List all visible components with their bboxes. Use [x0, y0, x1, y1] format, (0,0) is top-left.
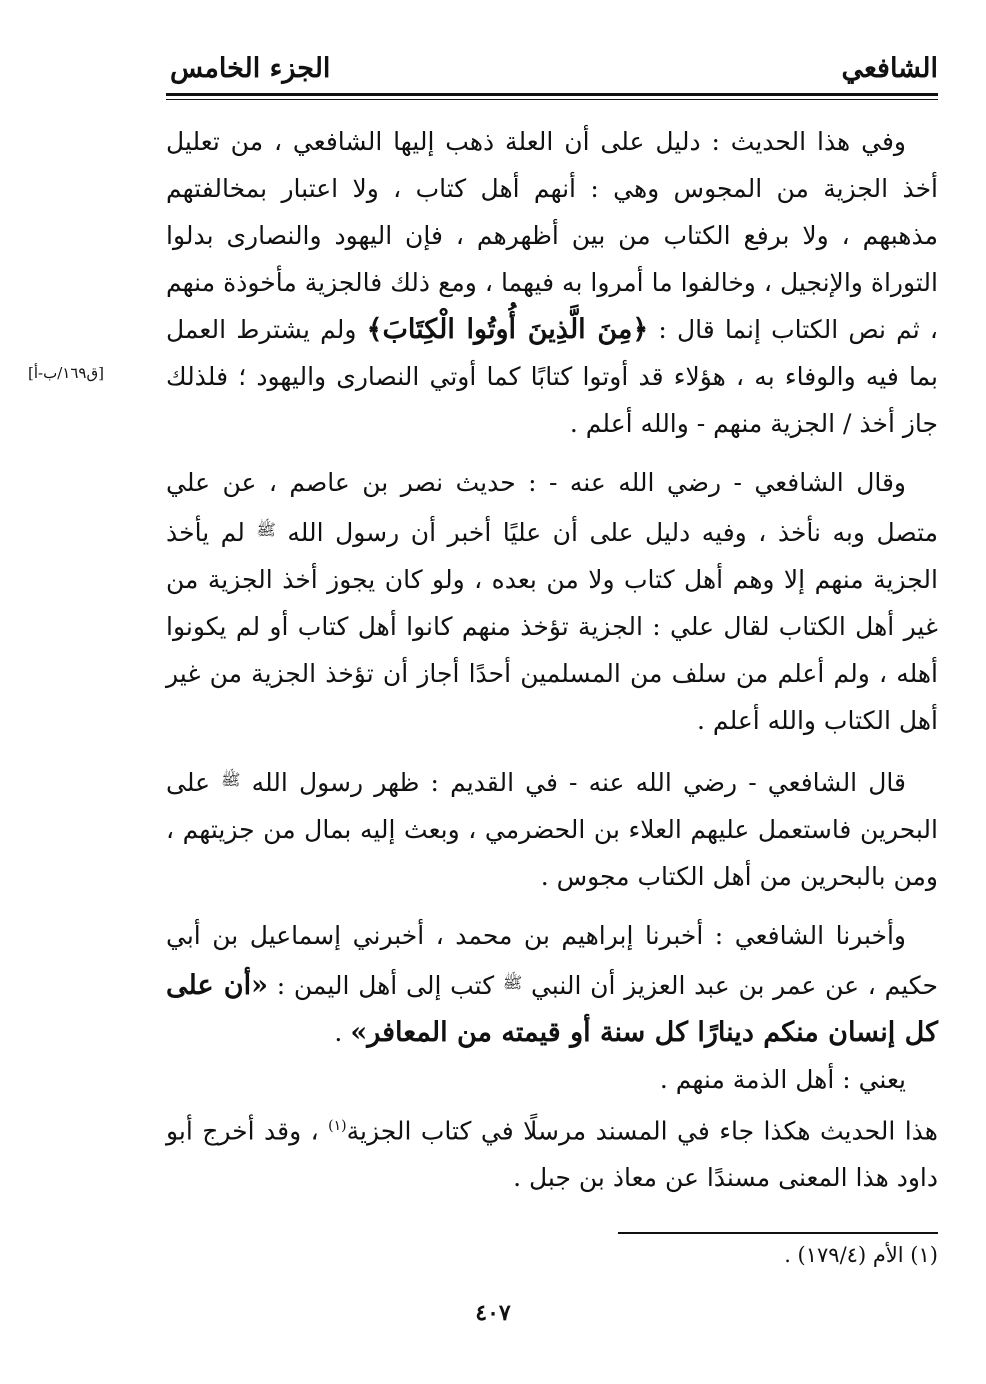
quran-quote: ﴿مِنَ الَّذِينَ أُوتُوا الْكِتَابَ﴾	[366, 314, 649, 345]
paragraph-1-text-b: ولم يشترط العمل بما فيه والوفاء به ، هؤلاء قد أوتوا كتابًا كما أوتي النصارى واليهود ؛ فلذلك جاز أخذ / الجزية منهم - والله أعلم .	[166, 315, 938, 438]
paragraph-4-text-b: كتب إلى أهل اليمن :	[276, 971, 495, 1000]
paragraph-3-text-b: على البحرين فاستعمل عليهم العلاء بن الحضرمي ، وبعث إليه بمال من جزيتهم ، ومن بالبحرين من أهل الكتاب مجوس .	[166, 768, 938, 891]
salla-glyph: ﷺ	[221, 770, 241, 789]
running-header	[166, 52, 938, 92]
header-rule-thick	[166, 93, 938, 96]
hadith-quote: «أن على كل إنسان منكم دينارًا كل سنة أو قيمته من المعافر»	[166, 970, 938, 1048]
paragraph-2-text-b: لم يأخذ الجزية منهم إلا وهم أهل كتاب ولا من بعده ، ولو كان يجوز أخذ الجزية من غير أهل الكتاب لقال علي : الجزية تؤخذ منهم كانوا أهل كتاب أو لم يكونوا أهله ، ولم أعلم من سلف من المسلمين أحدًا أجاز أن تؤخذ الجزية من غير أهل الكتاب والله أعلم .	[166, 518, 938, 735]
header-rule-thin	[166, 99, 938, 100]
footnote-rule	[618, 1232, 938, 1234]
salla-glyph: ﷺ	[502, 973, 523, 992]
paragraph-5: يعني : أهل الذمة منهم .	[659, 1065, 906, 1094]
paragraph-1-text-a: وفي هذا الحديث : دليل على أن العلة ذهب إليها الشافعي ، من تعليل أخذ الجزية من المجوس وهي : أنهم أهل كتاب ، ولا اعتبار بمخالفتهم مذهبهم ، ولا برفع الكتاب من بين أظهرهم ، فإن اليهود والنصارى بدلوا التوراة والإنجيل ، وخالفوا ما أمروا به فيهما ، ومع ذلك فالجزية مأخوذة منهم ، ثم نص الكتاب إنما قال :	[166, 127, 938, 344]
paragraph-2-text-a: وقال الشافعي - رضي الله عنه - : حديث نصر بن عاصم ، عن علي متصل وبه نأخذ ، وفيه دليل على أن عليًا أخبر أن رسول الله	[166, 468, 939, 547]
paragraph-4-text-c: .	[334, 1018, 343, 1047]
paragraph-4	[166, 912, 938, 1056]
book-title: الشافعي	[841, 53, 938, 84]
paragraph-6-text-a: هذا الحديث هكذا جاء في المسند مرسلًا في كتاب الجزية	[346, 1116, 938, 1146]
paragraph-4-text-a: وأخبرنا الشافعي : أخبرنا إبراهيم بن محمد ، أخبرني إسماعيل بن أبي حكيم ، عن عمر بن عبد العزيز أن النبي	[166, 921, 939, 1000]
paragraph-6	[166, 1103, 938, 1201]
volume-title: الجزء الخامس	[170, 53, 331, 84]
main-text	[166, 118, 938, 1213]
paragraph-1	[166, 118, 938, 447]
footnote: (١) الأم (١٧٩/٤) .	[784, 1243, 938, 1267]
paragraph-3	[166, 756, 938, 900]
salla-glyph: ﷺ	[256, 520, 276, 539]
manuscript-margin-note: [ق١٦٩/ب-أ]	[28, 364, 104, 382]
paragraph-6-text-b: ، وقد أخرج أبو داود هذا المعنى مسندًا عن معاذ بن جبل .	[166, 1116, 938, 1193]
footnote-reference: (١)	[328, 1118, 347, 1134]
page-number: ٤٠٧	[475, 1300, 511, 1326]
paragraph-2	[166, 459, 938, 744]
paragraph-3-text-a: قال الشافعي - رضي الله عنه - في القديم : ظهر رسول الله	[251, 768, 906, 797]
